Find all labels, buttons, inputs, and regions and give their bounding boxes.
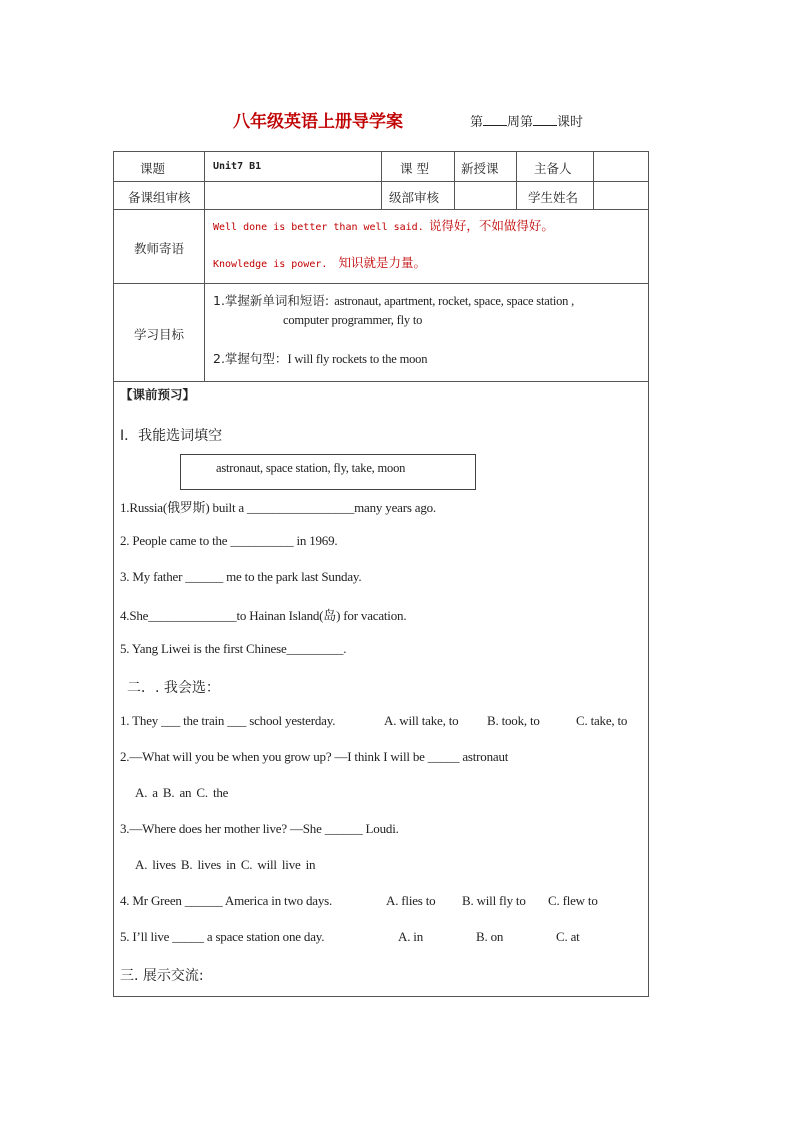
goal-2 (213, 348, 427, 367)
teacher-message-label: 教师寄语 (134, 241, 185, 256)
choice-q3-options: A. lives B. lives in C. will live in (135, 857, 316, 872)
choice-q5-option-b: B. on (476, 929, 504, 944)
page-title: 八年级英语上册导学案 (233, 112, 403, 132)
goal-1-prefix: 1.掌握新单词和短语: (213, 293, 330, 308)
choice-q1-option-b: B. took, to (487, 713, 540, 728)
part1-title: I．我能选词填空 (120, 428, 223, 444)
type-label: 课 型 (400, 161, 429, 176)
week-suffix: 课时 (557, 115, 584, 130)
group-review-label: 备课组审核 (128, 190, 191, 205)
preview-heading: 【课前预习】 (120, 387, 196, 402)
week-lesson-info (470, 111, 583, 130)
preparer-label: 主备人 (534, 161, 572, 176)
fill-item-5: 5. Yang Liwei is the first Chinese_________. (120, 641, 347, 656)
week-number-blank[interactable] (483, 113, 507, 126)
choice-q4-option-c: C. flew to (548, 893, 598, 908)
choice-q4-option-a: A. flies to (386, 893, 436, 908)
fill-item-2: 2. People came to the __________ in 1969. (120, 533, 338, 548)
choice-q5-option-a: A. in (398, 929, 424, 944)
week-mid: 周第 (507, 115, 534, 130)
lesson-number-blank[interactable] (533, 113, 557, 126)
quote-chinese-2: 知识就是力量。 (338, 255, 426, 270)
choice-q5-stem: 5. I’ll live _____ a space station one day. (120, 929, 325, 944)
dept-review-label: 级部审核 (389, 190, 440, 205)
part2-title: 二．. 我会选： (127, 680, 220, 696)
fill-item-3: 3. My father ______ me to the park last Sunday. (120, 569, 362, 584)
type-value: 新授课 (461, 161, 499, 176)
choice-q1-option-a: A. will take, to (384, 713, 459, 728)
teacher-message-line1 (213, 215, 554, 234)
student-name-label: 学生姓名 (528, 190, 579, 205)
goal-1 (213, 290, 574, 309)
goal-2-text: I will fly rockets to the moon (287, 352, 428, 366)
choice-q1-stem: 1. They ___ the train ___ school yesterday. (120, 713, 336, 728)
choice-q1-option-c: C. take, to (576, 713, 628, 728)
goal-2-prefix: 2.掌握句型： (213, 351, 288, 366)
learning-goals-label: 学习目标 (134, 327, 185, 342)
lesson-label: 课题 (140, 161, 166, 176)
quote-chinese-1: 说得好，不如做得好。 (428, 218, 554, 233)
choice-q3-stem: 3.—Where does her mother live? —She ______ Loudi. (120, 821, 399, 836)
word-bank: astronaut, space station, fly, take, moon (216, 461, 406, 475)
choice-q4-option-b: B. will fly to (462, 893, 526, 908)
teacher-message-line2 (213, 252, 426, 271)
choice-q2-stem: 2.—What will you be when you grow up? —I think I will be _____ astronaut (120, 749, 509, 764)
quote-english-1: Well done is better than well said. (213, 222, 424, 233)
choice-q2-options: A. a B. an C. the (135, 785, 229, 800)
fill-item-1: 1.Russia(俄罗斯) built a _________________many years ago. (120, 500, 436, 515)
choice-q5-option-c: C. at (556, 929, 580, 944)
goal-1-continued: computer programmer, fly to (283, 313, 423, 327)
quote-english-2: Knowledge is power. (213, 259, 328, 270)
goal-1-words: astronaut, apartment, rocket, space, space station , (334, 294, 575, 308)
fill-item-4: 4.She______________to Hainan Island(岛) for vacation. (120, 608, 407, 623)
choice-q4-stem: 4. Mr Green ______ America in two days. (120, 893, 333, 908)
part3-title: 三. 展示交流: (120, 968, 204, 984)
lesson-value: Unit7 B1 (213, 161, 262, 172)
week-prefix: 第 (470, 115, 484, 130)
